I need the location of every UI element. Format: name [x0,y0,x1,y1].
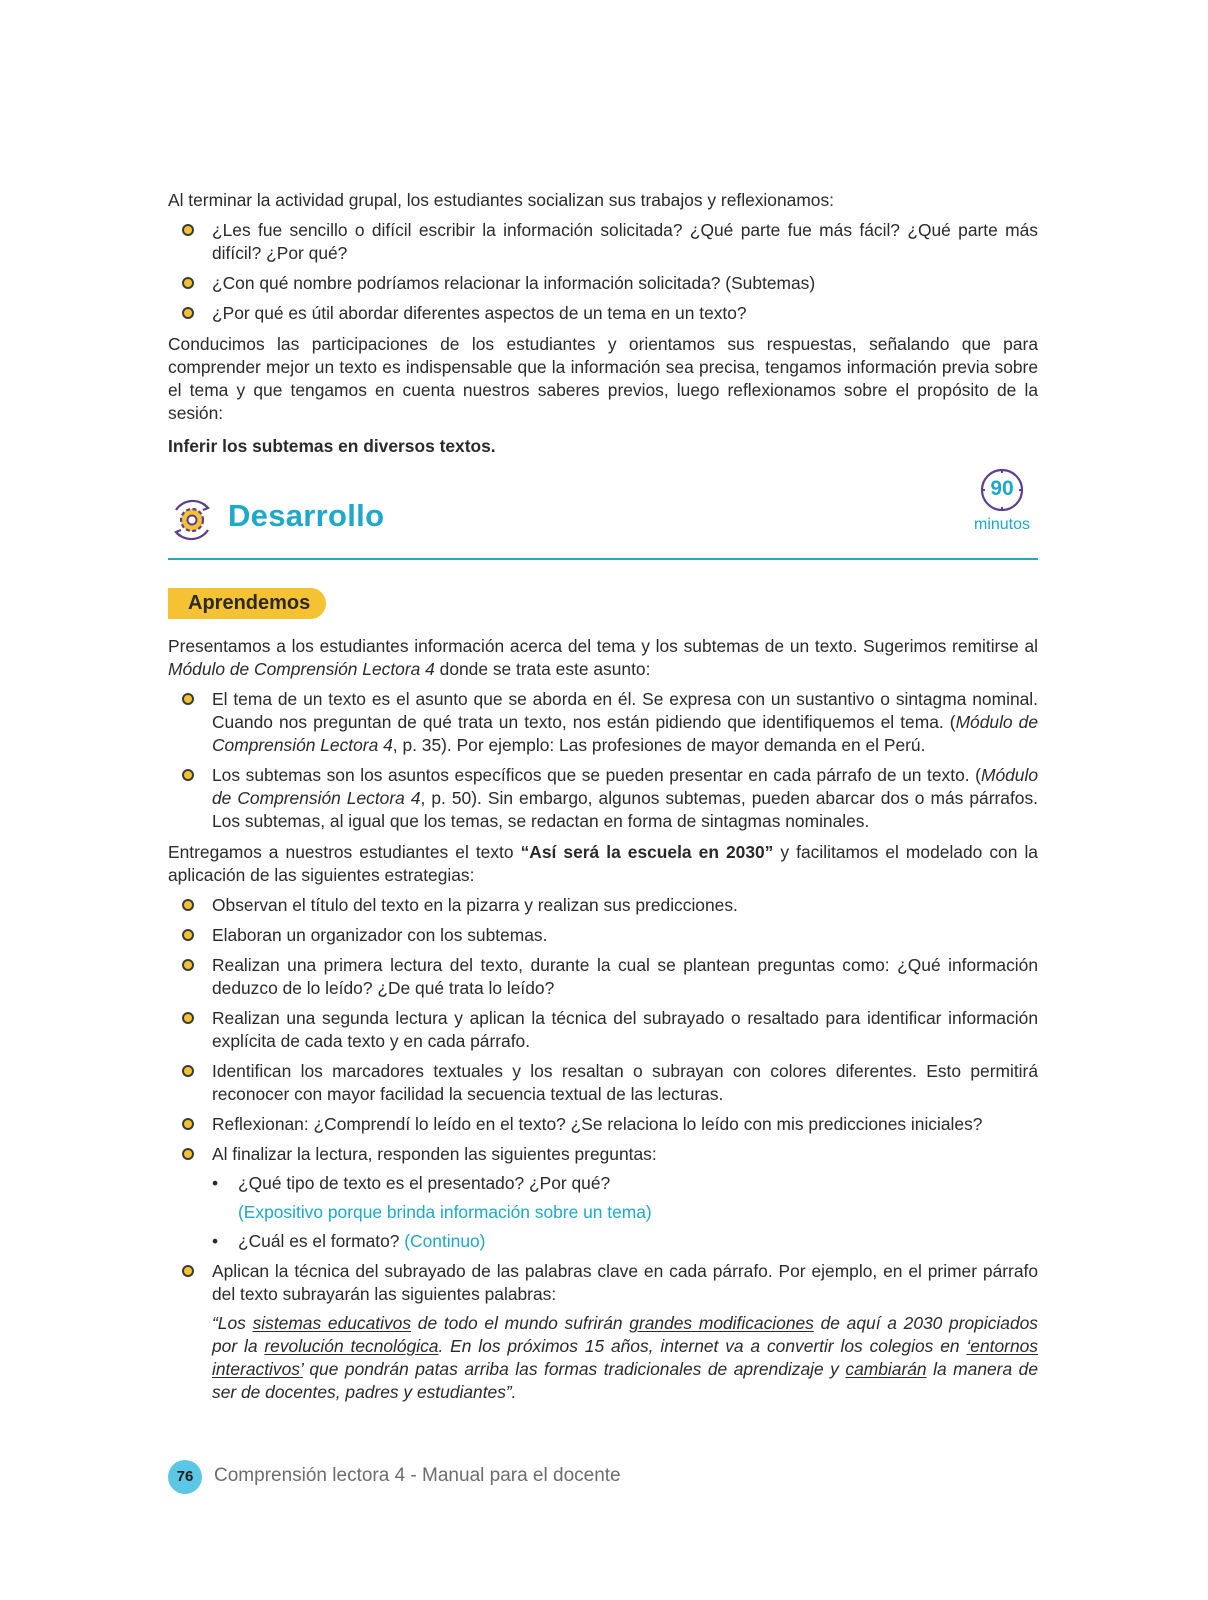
clock-icon [980,468,1024,512]
reflection-questions [168,219,1038,325]
section-header [168,468,1038,560]
guidance-paragraph: Conducimos las participaciones de los estudiantes y orientamos sus respuestas, señalando que para comprender mejor un texto es indispensable que la información sea precisa, tengamos información previa sobre el tema y que tengamos en cuenta nuestros saberes previos, luego reflexionamos sobre el propósito de la sesión: [168,334,1038,423]
list-item: Al finalizar la lectura, responden las siguientes preguntas: • ¿Qué tipo de texto es el presentado? ¿Por qué? (Expositivo porque brinda información sobre un tema) • ¿Cuál es el formato? (Continuo) [168,1143,1038,1253]
list-item: Observan el título del texto en la pizarra y realizan sus predicciones. [168,894,1038,917]
aprendemos-intro: Presentamos a los estudiantes información acerca del tema y los subtemas de un texto. Sugerimos remitirse al Módulo de Comprensión Lectora 4 donde se trata este asunto: [168,636,1038,679]
list-item: • ¿Cuál es el formato? (Continuo) [212,1230,1038,1253]
gear-cycle-icon [168,496,216,544]
timer-unit: minutos [974,516,1031,533]
list-item: Identifican los marcadores textuales y los resaltan o subrayan con colores diferentes. Esto permitirá reconocer con mayor facilidad la secuencia textual de las lecturas. [168,1060,1038,1106]
page-number: 76 [168,1460,202,1494]
session-timer [974,468,1030,536]
answer-text: (Expositivo porque brinda información sobre un tema) [238,1202,652,1222]
list-item: El tema de un texto es el asunto que se aborda en él. Se expresa con un sustantivo o sintagma nominal. Cuando nos preguntan de qué trata un texto, nos están pidiendo que identifiquemos el tema. (Módulo de Comprensión Lectora 4, p. 35). Por ejemplo: Las profesiones de mayor demanda en el Perú. [168,688,1038,757]
list-item: Los subtemas son los asuntos específicos que se pueden presentar en cada párrafo de un texto. (Módulo de Comprensión Lectora 4, p. 50). Sin embargo, algunos subtemas, pueden abarcar dos o más párrafos. Los subtemas, al igual que los temas, se redactan en forma de sintagmas nominales. [168,764,1038,833]
example-quote: “Los sistemas educativos de todo el mundo sufrirán grandes modificaciones de aquí a 2030 propiciados por la revolución tecnológica. En los próximos 15 años, internet va a convertir los colegios en ‘entornos interactivos’ que pondrán patas arriba las formas tradicionales de aprendizaje y cambiarán la manera de ser de docentes, padres y estudiantes”. [212,1313,1038,1402]
strategies-list [168,894,1038,1404]
definitions-list [168,688,1038,833]
final-questions [212,1172,1038,1195]
list-item: • ¿Qué tipo de texto es el presentado? ¿Por qué? [212,1172,1038,1195]
list-item: Realizan una primera lectura del texto, durante la cual se plantean preguntas como: ¿Qué información deduzco de lo leído? ¿De qué trata lo leído? [168,954,1038,1000]
list-item: Realizan una segunda lectura y aplican la técnica del subrayado o resaltado para identificar información explícita de cada texto y en cada párrafo. [168,1007,1038,1053]
list-item: Elaboran un organizador con los subtemas. [168,924,1038,947]
page-content [168,189,1038,1412]
aprendemos-label: Aprendemos [168,588,326,619]
strategies-intro: Entregamos a nuestros estudiantes el texto “Así será la escuela en 2030” y facilitamos el modelado con la aplicación de las siguientes estrategias: [168,842,1038,885]
footer-title: Comprensión lectora 4 - Manual para el docente [214,1465,621,1486]
list-item: ¿Les fue sencillo o difícil escribir la información solicitada? ¿Qué parte fue más fácil? ¿Qué parte más difícil? ¿Por qué? [168,219,1038,265]
section-divider [168,558,1038,560]
session-purpose: Inferir los subtemas en diversos textos. [168,436,496,456]
list-item: Reflexionan: ¿Comprendí lo leído en el texto? ¿Se relaciona lo leído con mis predicciones iniciales? [168,1113,1038,1136]
list-item: Aplican la técnica del subrayado de las palabras clave en cada párrafo. Por ejemplo, en el primer párrafo del texto subrayarán las siguientes palabras: “Los sistemas educativos de todo el mundo sufrirán grandes modificaciones de aquí a 2030 propiciados por la revolución tecnológica. En los próximos 15 años, internet va a convertir los colegios en ‘entornos interactivos’ que pondrán patas arriba las formas tradicionales de aprendizaje y cambiarán la manera de ser de docentes, padres y estudiantes”. [168,1260,1038,1404]
section-title: Desarrollo [228,498,385,533]
final-questions-2 [212,1230,1038,1253]
timer-value: 90 [990,477,1014,500]
list-item: ¿Con qué nombre podríamos relacionar la información solicitada? (Subtemas) [168,272,1038,295]
list-item: ¿Por qué es útil abordar diferentes aspectos de un tema en un texto? [168,302,1038,325]
answer-text: (Continuo) [404,1231,486,1251]
intro-lead: Al terminar la actividad grupal, los estudiantes socializan sus trabajos y reflexionamos: [168,190,834,210]
